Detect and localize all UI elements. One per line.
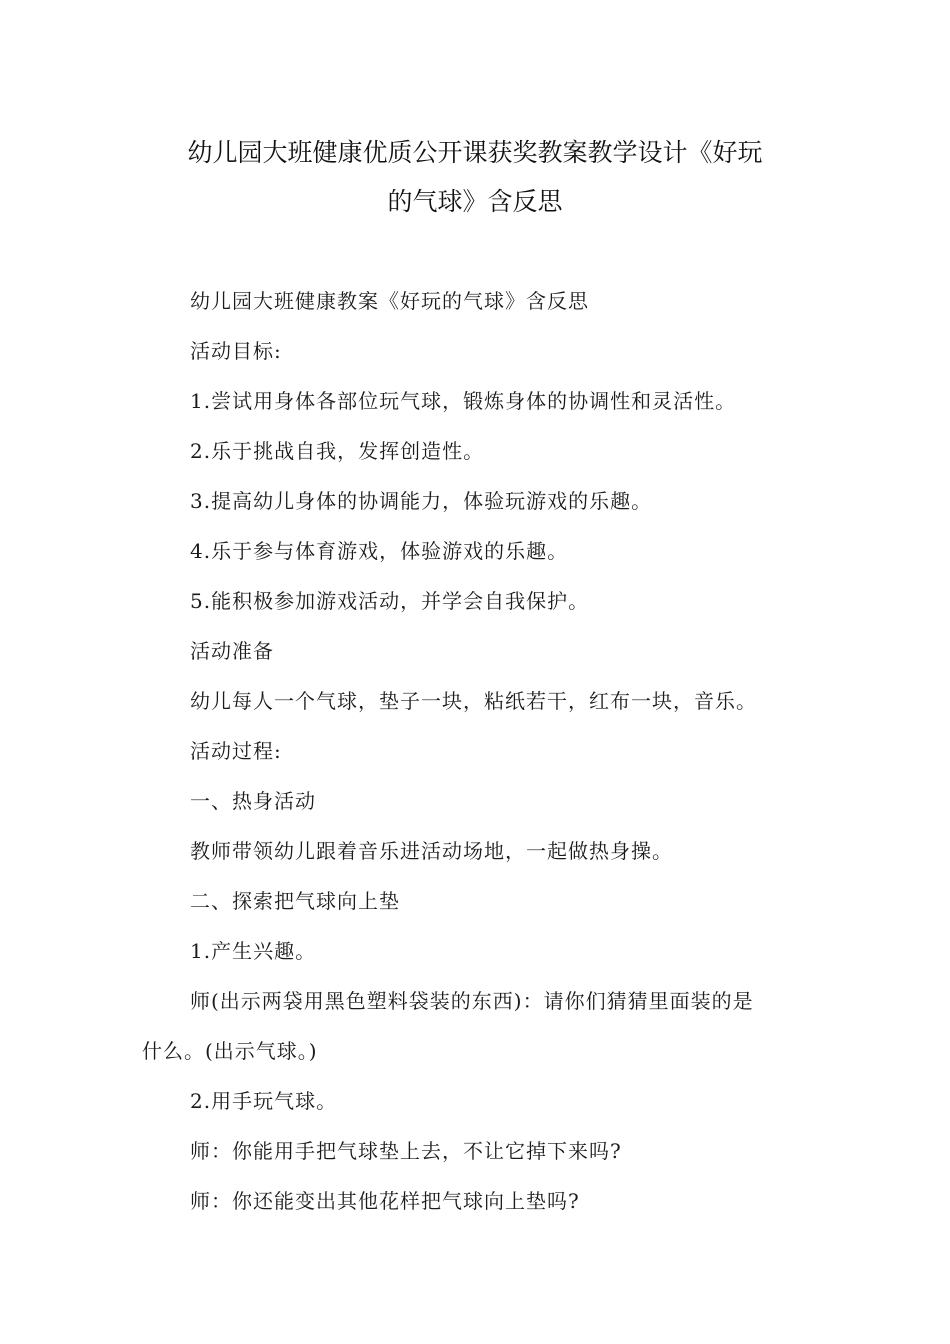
paragraph-heading-process: 活动过程: — [190, 739, 282, 763]
paragraph-goal-5: 5.能积极参加游戏活动，并学会自我保护。 — [190, 589, 590, 613]
paragraph-heading-goals: 活动目标: — [190, 339, 282, 363]
document-title-line-1: 幼儿园大班健康优质公开课获奖教案教学设计《好玩 — [187, 138, 763, 167]
paragraph-teacher-line-1: 师(出示两袋用黑色塑料袋装的东西)：请你们猜猜里面装的是 — [190, 989, 754, 1013]
document-title-line-2: 的气球》含反思 — [387, 187, 563, 216]
paragraph-preparation-items: 幼儿每人一个气球，垫子一块，粘纸若干，红布一块，音乐。 — [190, 689, 757, 713]
paragraph-goal-4: 4.乐于参与体育游戏，体验游戏的乐趣。 — [190, 539, 569, 563]
paragraph-teacher-line-1-cont: 什么。(出示气球。) — [142, 1039, 318, 1063]
paragraph-teacher-line-3: 师：你还能变出其他花样把气球向上垫吗? — [190, 1189, 580, 1213]
paragraph-section-1: 一、热身活动 — [190, 789, 316, 813]
paragraph-teacher-line-2: 师：你能用手把气球垫上去，不让它掉下来吗? — [190, 1139, 622, 1163]
paragraph-step-2: 2.用手玩气球。 — [190, 1089, 338, 1113]
paragraph-subtitle: 幼儿园大班健康教案《好玩的气球》含反思 — [190, 289, 589, 313]
paragraph-heading-preparation: 活动准备 — [190, 639, 274, 663]
paragraph-section-2: 二、探索把气球向上垫 — [190, 889, 400, 913]
paragraph-goal-1: 1.尝试用身体各部位玩气球，锻炼身体的协调性和灵活性。 — [190, 389, 737, 413]
paragraph-goal-3: 3.提高幼儿身体的协调能力，体验玩游戏的乐趣。 — [190, 489, 653, 513]
paragraph-warmup-text: 教师带领幼儿跟着音乐进活动场地，一起做热身操。 — [190, 839, 673, 863]
paragraph-step-1: 1.产生兴趣。 — [190, 939, 317, 963]
paragraph-goal-2: 2.乐于挑战自我，发挥创造性。 — [190, 439, 485, 463]
